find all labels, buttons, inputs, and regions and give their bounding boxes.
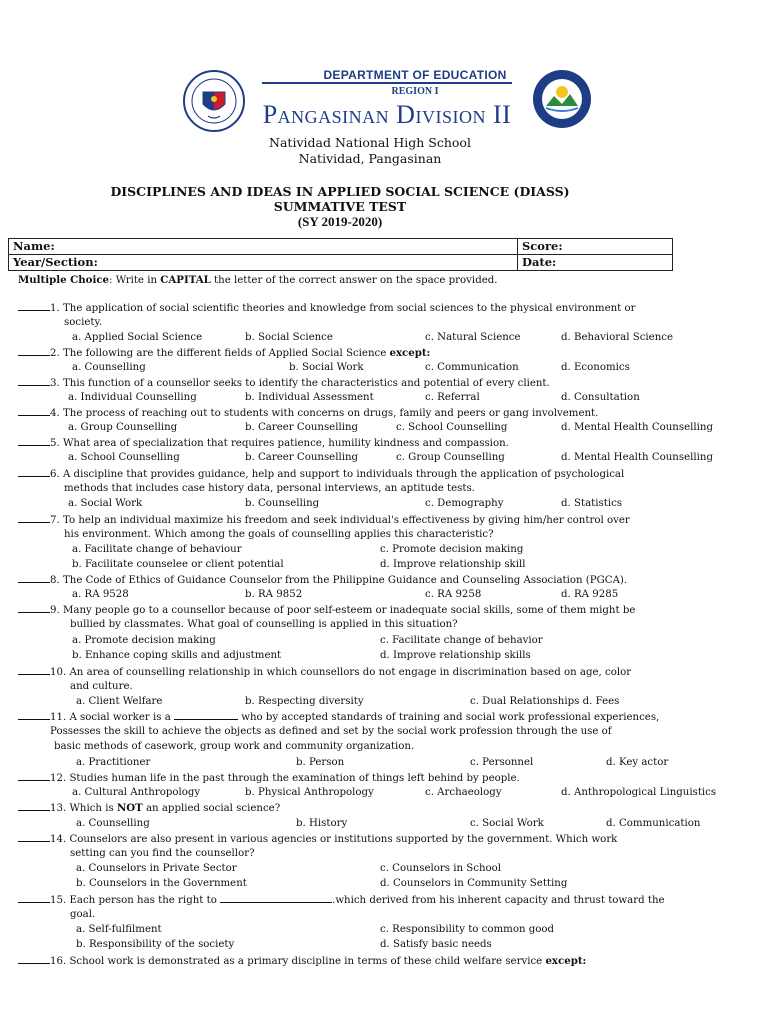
question-9 [18,603,635,617]
question-emphasis: NOT [116,802,143,814]
question-text: 3. This function of a counsellor seeks to identify the characteristics and potential of every client. [50,378,550,389]
option-a: a. Applied Social Science [72,332,203,343]
question-text-continued: and culture. [70,681,133,692]
option-c: c. Referral [425,392,480,403]
option-c: c. Communication [425,362,519,373]
question-6 [18,467,624,481]
question-text: 13. Which is [50,803,117,814]
option-b: b. Enhance coping skills and adjustment [72,650,282,661]
answer-blank[interactable] [18,954,50,964]
option-d: d. Consultation [561,392,640,403]
question-text: 4. The process of reaching out to students with concerns on drugs, family and peers or gang involvement. [50,408,599,419]
option-d: d. Behavioral Science [561,332,674,343]
question-text-continued-2: basic methods of casework, group work and community organization. [54,741,415,752]
option-b: b. History [296,818,348,829]
answer-blank[interactable] [18,513,50,523]
question-text: 15. Each person has the right to [50,895,221,906]
answer-blank[interactable] [18,893,50,903]
option-b: b. Individual Assessment [245,392,374,403]
school-year: (SY 2019-2020) [297,214,383,229]
question-text: 12. Studies human life in the past through the examination of things left behind by people. [50,773,520,784]
question-5 [18,436,509,450]
question-text-continued: goal. [70,909,96,920]
option-c: c. Social Work [470,818,544,829]
name-field[interactable]: Name: [9,239,518,255]
option-a: a. Self-fulfilment [76,924,162,935]
fill-in-blank [220,893,332,903]
question-2 [18,346,430,360]
question-8 [18,573,627,587]
question-text-end: .which derived from his inherent capacity and thrust toward the [332,895,665,906]
question-text: 6. A discipline that provides guidance, help and support to individuals through the application of psychological [50,469,625,480]
question-text: 8. The Code of Ethics of Guidance Counselor from the Philippine Guidance and Counseling Association (PGCA). [50,575,628,586]
test-type: SUMMATIVE TEST [273,199,407,214]
division-heading: Pangasinan Division II [262,100,512,129]
option-d: d. Counselors in Community Setting [380,878,568,889]
score-field[interactable]: Score: [518,239,673,255]
option-c: c. Demography [425,498,504,509]
year-section-field[interactable]: Year/Section: [9,255,518,271]
question-text-continued: bullied by classmates. What goal of counselling is applied in this situation? [70,619,458,630]
question-text-continued: setting can you find the counsellor? [70,848,255,859]
answer-blank[interactable] [18,801,50,811]
option-c: c. Archaeology [425,787,502,798]
option-a: a. Promote decision making [72,635,216,646]
answer-blank[interactable] [18,573,50,583]
option-a: a. Client Welfare [76,696,163,707]
department-heading: DEPARTMENT OF EDUCATION [323,68,507,82]
subject-title: DISCIPLINES AND IDEAS IN APPLIED SOCIAL SCIENCE (DIASS) [110,184,570,199]
option-a: a. Counselling [72,362,146,373]
question-text: 16. School work is demonstrated as a primary discipline in terms of these child welfare service [50,956,546,967]
answer-blank[interactable] [18,376,50,386]
option-d: d. Improve relationship skill [380,559,526,570]
question-14 [18,832,617,846]
option-d: d. Improve relationship skills [380,650,531,661]
question-emphasis: except: [545,955,587,967]
question-text: 14. Counselors are also present in various agencies or institutions supported by the government. Which work [50,834,618,845]
instructions-text-b: the letter of the correct answer on the space provided. [210,275,498,286]
option-d: d. Statistics [561,498,623,509]
region-heading: REGION I [391,86,439,97]
question-text: 10. An area of counselling relationship in which counsellors do not engage in discrimination based on age, color [50,667,632,678]
option-d: d. Anthropological Linguistics [561,787,717,798]
answer-blank[interactable] [18,832,50,842]
school-location: Natividad, Pangasinan [298,151,442,166]
option-b: b. Social Work [289,362,364,373]
answer-blank[interactable] [18,436,50,446]
option-b: b. Career Counselling [245,422,359,433]
option-c: c. Group Counselling [396,452,505,463]
school-name: Natividad National High School [269,135,471,150]
option-b: b. Responsibility of the society [76,939,235,950]
question-text-continued: his environment. Which among the goals of counselling applies this characteristic? [64,529,494,540]
instructions-label: Multiple Choice [18,274,110,286]
option-c: c. Responsibility to common good [380,924,555,935]
option-d: d. Key actor [606,757,669,768]
option-b: b. Career Counselling [245,452,359,463]
option-c: c. RA 9258 [425,589,482,600]
question-text: 7. To help an individual maximize his freedom and seek individual's effectiveness by giving him/her control over [50,515,630,526]
option-d: d. Mental Health Counselling [561,422,713,433]
option-b: b. Social Science [245,332,333,343]
option-c: c. Counselors in School [380,863,502,874]
answer-blank[interactable] [18,301,50,311]
option-a: a. RA 9528 [72,589,129,600]
question-16 [18,954,586,968]
question-text-end: an applied social science? [142,803,281,814]
option-c: c. Promote decision making [380,544,524,555]
instructions-capital: CAPITAL [160,274,211,286]
question-11 [18,710,659,724]
question-text: 9. Many people go to a counsellor because of poor self-esteem or inadequate social skills, some of them might be [50,605,636,616]
question-4 [18,406,598,420]
option-a: a. Individual Counselling [68,392,197,403]
option-c-d: c. Dual Relationships d. Fees [470,696,620,707]
option-c: c. Facilitate change of behavior [380,635,543,646]
question-text: 11. A social worker is a [50,712,175,723]
question-3 [18,376,550,390]
question-text-end: who by accepted standards of training and social work professional experiences, [238,712,660,723]
question-text-continued: society. [64,317,103,328]
question-text-continued: Possesses the skill to achieve the objects as defined and set by the social work profession through the use of [50,726,612,737]
option-a: a. Practitioner [76,757,151,768]
question-emphasis: except: [389,347,431,359]
option-c: c. School Counselling [396,422,508,433]
question-1 [18,301,636,315]
answer-blank[interactable] [18,603,50,613]
option-d: d. Communication [606,818,701,829]
option-d: d. Satisfy basic needs [380,939,492,950]
answer-blank[interactable] [18,710,50,720]
option-d: d. Economics [561,362,630,373]
option-a: a. Cultural Anthropology [72,787,201,798]
question-10 [18,665,631,679]
option-b: b. Facilitate counselee or client potential [72,559,284,570]
question-15 [18,893,665,907]
option-b: b. Physical Anthropology [245,787,374,798]
answer-blank[interactable] [18,467,50,477]
question-12 [18,771,520,785]
question-text: 1. The application of social scientific theories and knowledge from social sciences to the physical environment or [50,303,636,314]
fill-in-blank [174,710,238,720]
answer-blank[interactable] [18,406,50,416]
option-a: a. Counselling [76,818,150,829]
question-text: 5. What area of specialization that requires patience, humility kindness and compassion. [50,438,509,449]
option-a: a. Facilitate change of behaviour [72,544,242,555]
option-b: b. Respecting diversity [245,696,364,707]
question-text: 2. The following are the different fields of Applied Social Science [50,348,390,359]
option-b: b. RA 9852 [245,589,303,600]
option-d: d. RA 9285 [561,589,619,600]
answer-blank[interactable] [18,665,50,675]
option-c: c. Natural Science [425,332,521,343]
option-b: b. Counselors in the Government [76,878,247,889]
instructions-text-a: : Write in [109,275,161,286]
question-7 [18,513,630,527]
question-text-continued: methods that includes case history data, personal interviews, an aptitude tests. [64,483,475,494]
option-d: d. Mental Health Counselling [561,452,713,463]
answer-blank[interactable] [18,771,50,781]
answer-blank[interactable] [18,346,50,356]
date-field[interactable]: Date: [518,255,673,271]
option-a: a. Counselors in Private Sector [76,863,237,874]
option-b: b. Counselling [245,498,320,509]
option-a: a. School Counselling [68,452,180,463]
option-a: a. Social Work [68,498,143,509]
option-c: c. Personnel [470,757,534,768]
question-13 [18,801,280,815]
option-b: b. Person [296,757,345,768]
option-a: a. Group Counselling [68,422,178,433]
